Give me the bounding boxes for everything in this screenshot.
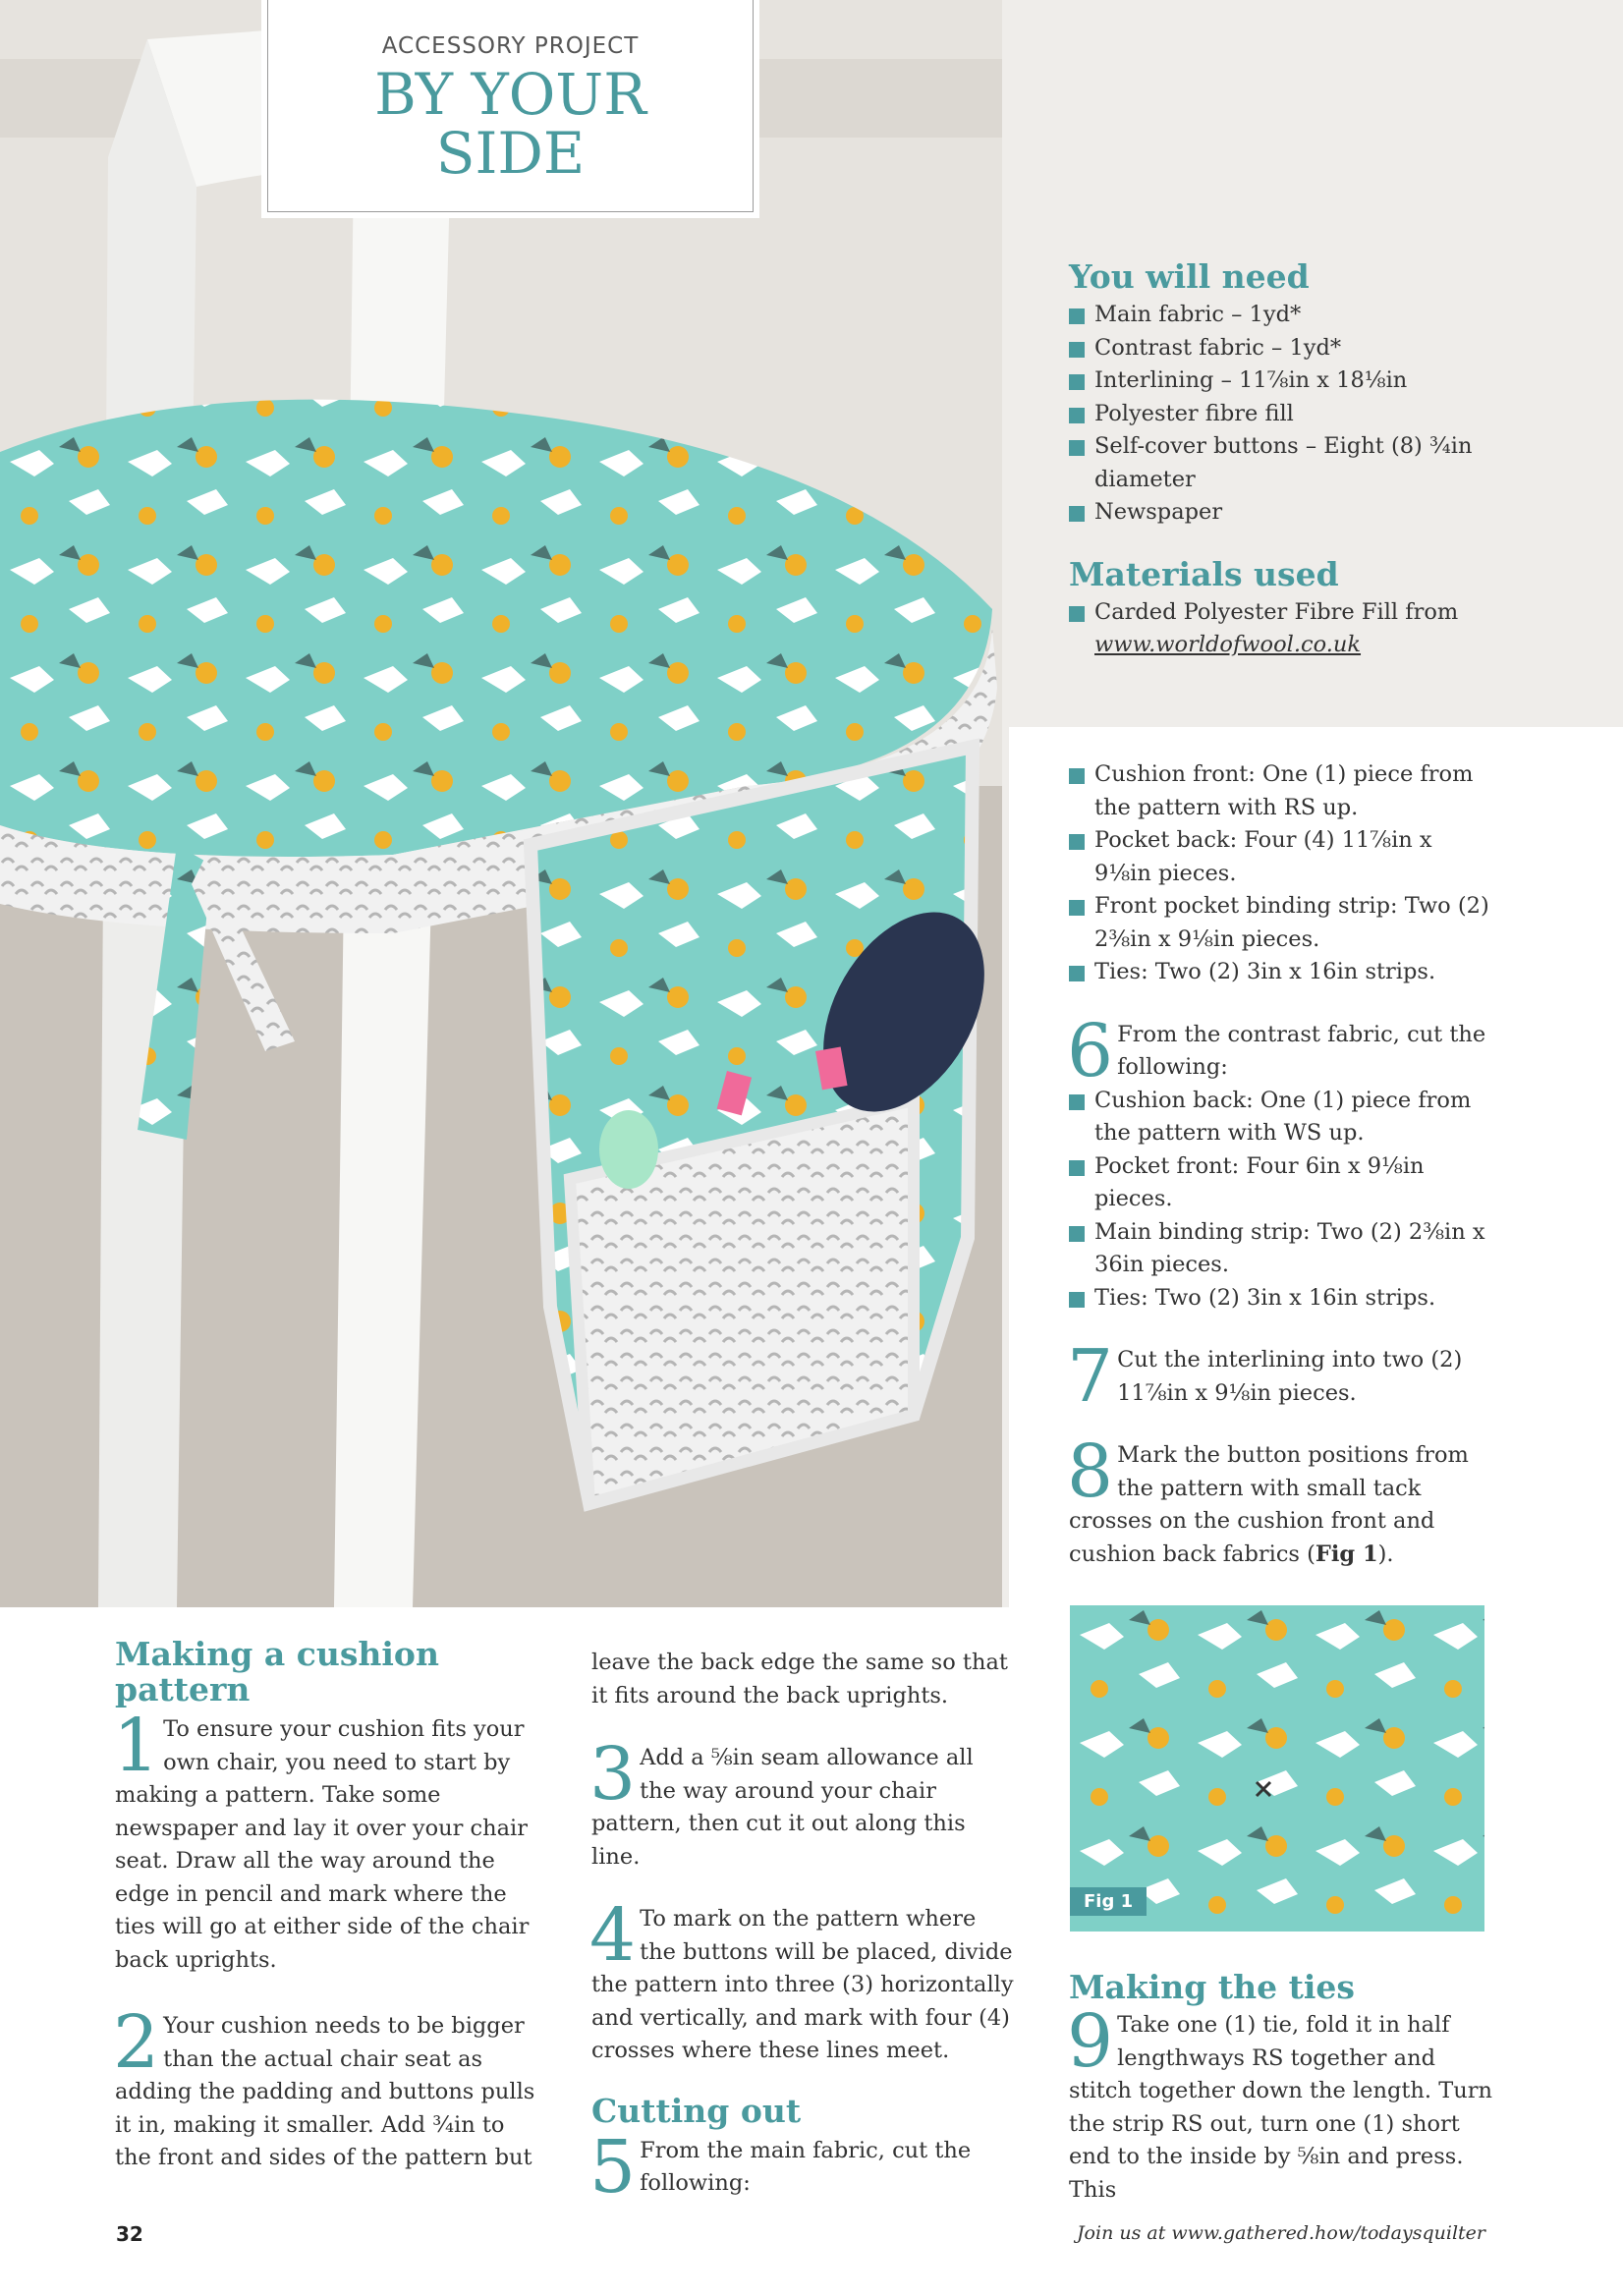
right-column (1069, 758, 1493, 1571)
cut-item: Ties: Two (2) 3in x 16in strips. (1069, 956, 1493, 989)
need-item: Interlining – 11⅞in x 18⅛in (1069, 364, 1531, 398)
need-item: Polyester fibre fill (1069, 398, 1531, 431)
step-3: 3 Add a ⅝in seam allowance all the way around your chair pattern, then cut it out along this line. (589, 1732, 974, 1870)
fabric-closeup (1070, 1605, 1484, 1932)
step-2-continued: leave the back edge the same so that it fits around the back uprights. (591, 1650, 1008, 1708)
step-6: 6 From the contrast fabric, cut the following: (1067, 1008, 1486, 1093)
making-ties-heading: Making the ties (1069, 1968, 1355, 2006)
fig-label: Fig 1 (1070, 1887, 1147, 1916)
need-item: Self-cover buttons – Eight (8) ¾in diameter (1069, 430, 1531, 496)
footer-url[interactable]: Join us at www.gathered.how/todaysquilter (1076, 2222, 1485, 2244)
requirements-sidebar (1009, 0, 1623, 727)
cut-item: Cushion front: One (1) piece from the pattern with RS up. (1069, 758, 1493, 824)
need-item: Main fabric – 1yd* (1069, 299, 1531, 332)
step-number: 8 (1067, 1429, 1114, 1514)
cut-item: Ties: Two (2) 3in x 16in strips. (1069, 1282, 1493, 1316)
step-number: 4 (589, 1893, 637, 1978)
page-title-line1: BY YOUR (374, 61, 646, 128)
step-7: 7 Cut the interlining into two (2) 11⅞in x 9⅛in pieces. (1067, 1334, 1463, 1419)
chair-illustration (0, 0, 1009, 1607)
column-2 (589, 1647, 1016, 2210)
step-number: 9 (1067, 1999, 1114, 2084)
column-3 (1069, 1970, 1493, 2207)
page-title-line2: SIDE (435, 120, 586, 187)
step-1: 1 To ensure your cushion fits your own chair, you need to start by making a pattern. Take some newspaper and lay it over your chair seat. Draw all the way around the edge in pencil and mark where the ties will go at either side of the chair back uprights. (113, 1704, 530, 1973)
step-number: 3 (589, 1732, 637, 1817)
page-title (268, 61, 753, 187)
column-1 (115, 1637, 537, 2175)
cut-item: Cushion back: One (1) piece from the pattern with WS up. (1069, 1085, 1493, 1150)
you-will-need-heading: You will need (1069, 257, 1310, 296)
hero-photo (0, 0, 1009, 1607)
step-4: 4 To mark on the pattern where the buttons will be placed, divide the pattern into three (3) horizontally and vertically, and mark with four (4) crosses where these lines meet. (589, 1893, 1014, 2063)
step-5: 5 From the main fabric, cut the following: (589, 2124, 972, 2210)
step-number: 5 (589, 2124, 637, 2210)
step-2: 2 Your cushion needs to be bigger than the actual chair seat as adding the padding and buttons pulls it in, making it smaller. Add ¾in to the front and sides of the pattern but (113, 2000, 535, 2170)
section-kicker: ACCESSORY PROJECT (381, 33, 640, 59)
fig-ref: Fig 1 (1315, 1540, 1378, 1567)
need-item: Newspaper (1069, 496, 1531, 530)
cut-item: Pocket front: Four 6in x 9⅛in pieces. (1069, 1150, 1493, 1216)
cut-item: Pocket back: Four (4) 11⅞in x 9⅛in pieces. (1069, 824, 1493, 890)
step-number: 2 (113, 2000, 160, 2085)
step-number: 1 (113, 1704, 160, 1788)
materials-link[interactable]: www.worldofwool.co.uk (1094, 632, 1362, 657)
cutting-out-heading: Cutting out (591, 2091, 802, 2130)
title-box (267, 0, 754, 212)
step-8: 8 Mark the button positions from the pattern with small tack crosses on the cushion front and cushion back fabrics (Fig 1). (1067, 1429, 1469, 1567)
step-number: 7 (1067, 1334, 1114, 1419)
making-pattern-heading: Making a cushion pattern (115, 1635, 439, 1708)
step-9: 9 Take one (1) tie, fold it in half lengthways RS together and stitch together down the length. Turn the strip RS out, turn one (1) short end to the inside by ⅝in and press. This (1067, 1999, 1492, 2203)
need-item: Contrast fabric – 1yd* (1069, 332, 1531, 365)
cut-item: Front pocket binding strip: Two (2) 2⅜in x 9⅛in pieces. (1069, 890, 1493, 956)
fig-1-photo (1070, 1605, 1484, 1932)
materials-item (1069, 596, 1531, 662)
materials-used-heading: Materials used (1069, 554, 1339, 593)
step-number: 6 (1067, 1008, 1114, 1093)
cut-item: Main binding strip: Two (2) 2⅜in x 36in pieces. (1069, 1216, 1493, 1282)
materials-item-text: Carded Polyester Fibre Fill from (1094, 598, 1459, 625)
page-number: 32 (116, 2222, 143, 2246)
